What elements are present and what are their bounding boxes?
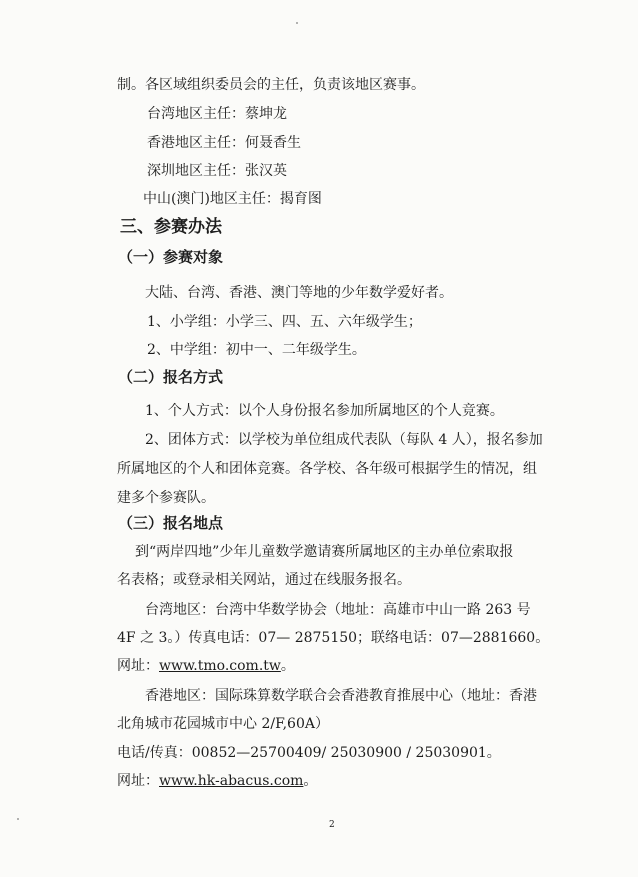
- paragraph-line: 建多个参赛队。: [117, 490, 215, 506]
- scan-speck: [296, 22, 298, 24]
- list-item: 1、个人方式：以个人身份报名参加所属地区的个人竞赛。: [145, 403, 504, 419]
- website-line: [117, 657, 295, 675]
- subsection-heading: （三）报名地点: [118, 514, 224, 532]
- paragraph-line: 台湾地区：台湾中华数学协会（地址：高雄市中山一路 263 号: [145, 602, 531, 618]
- hongkong-director: 香港地区主任：何聂香生: [147, 135, 301, 151]
- paragraph-line: 到“两岸四地”少年儿童数学邀请赛所属地区的主办单位索取报: [135, 544, 514, 560]
- subsection-heading: （一）参赛对象: [118, 248, 224, 266]
- paragraph-line: 北角城市花园城市中心 2/F,60A）: [117, 716, 329, 732]
- website-label: 网址：: [117, 773, 159, 789]
- list-item: 1、小学组：小学三、四、五、六年级学生；: [147, 314, 422, 330]
- punctuation: 。: [303, 773, 318, 789]
- list-item: 2、中学组：初中一、二年级学生。: [147, 342, 366, 358]
- paragraph-line: 制。各区域组织委员会的主任，负责该地区赛事。: [117, 77, 425, 93]
- website-line: [117, 772, 317, 790]
- shenzhen-director: 深圳地区主任：张汉英: [147, 163, 287, 179]
- taiwan-director: 台湾地区主任：蔡坤龙: [147, 106, 287, 122]
- page-number: 2: [329, 820, 335, 830]
- scan-speck: [17, 818, 19, 820]
- paragraph-line: 所属地区的个人和团体竞赛。各学校、各年级可根据学生的情况，组: [117, 461, 537, 477]
- list-item: 2、团体方式：以学校为单位组成代表队（每队 4 人），报名参加: [145, 432, 543, 448]
- website-link[interactable]: www.hk-abacus.com: [159, 773, 304, 789]
- punctuation: 。: [280, 658, 295, 674]
- subsection-heading: （二）报名方式: [118, 368, 224, 386]
- zhongshan-director: 中山(澳门)地区主任：揭育图: [143, 191, 322, 207]
- paragraph-line: 香港地区：国际珠算数学联合会香港教育推展中心（地址：香港: [145, 688, 537, 704]
- paragraph-line: 大陆、台湾、香港、澳门等地的少年数学爱好者。: [145, 285, 453, 301]
- paragraph-line: 名表格；或登录相关网站，通过在线服务报名。: [117, 572, 411, 588]
- paragraph-line: 4F 之 3。）传真电话：07— 2875150；联络电话：07—2881660。: [117, 630, 550, 646]
- paragraph-line: 电话/传真：00852—25700409/ 25030900 / 25030901。: [117, 745, 501, 761]
- section-heading: 三、参赛办法: [120, 217, 222, 237]
- website-link[interactable]: www.tmo.com.tw: [159, 658, 281, 674]
- website-label: 网址：: [117, 658, 159, 674]
